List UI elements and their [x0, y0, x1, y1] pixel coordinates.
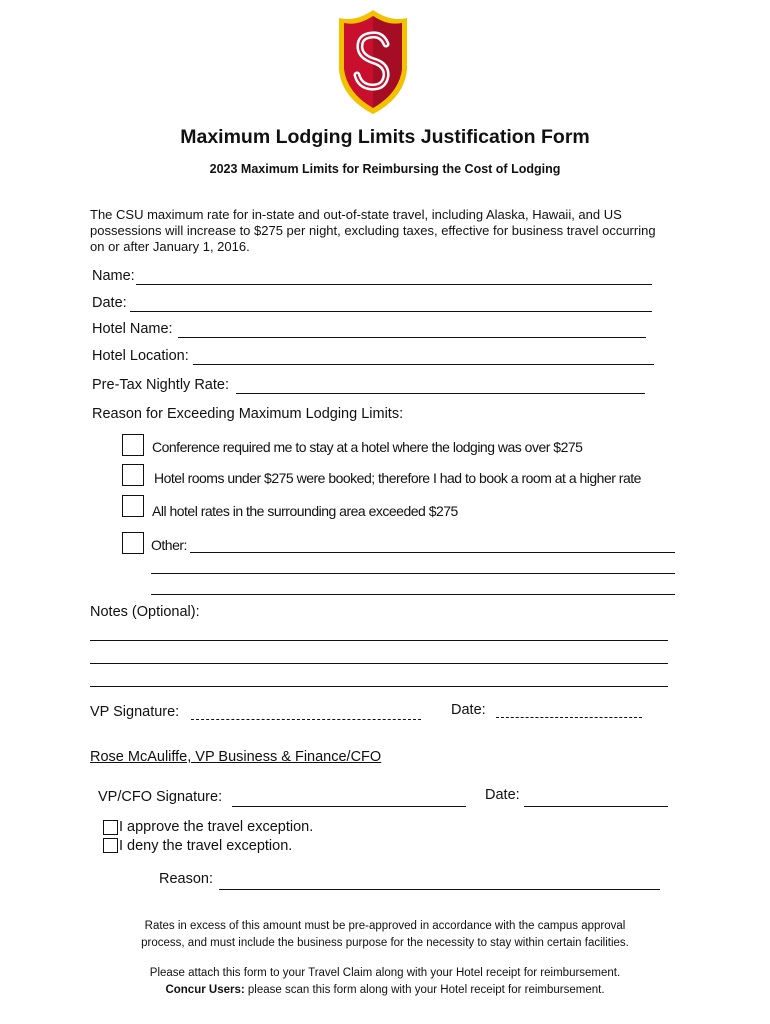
hotel-location-input-line[interactable]: [193, 364, 654, 365]
notes-input-line-2[interactable]: [90, 663, 668, 664]
intro-paragraph: The CSU maximum rate for in-state and out-of-state travel, including Alaska, Hawaii, and US possessions will increase to $275 per night, excluding taxes, effective for business travel occurring on or after January 1, 2016.: [90, 207, 656, 254]
other-input-line-2[interactable]: [151, 573, 675, 574]
vp-signature-line[interactable]: [191, 719, 421, 720]
form-subtitle: 2023 Maximum Limits for Reimbursing the Cost of Lodging: [209, 162, 561, 176]
notes-label: Notes (Optional):: [90, 604, 200, 620]
cfo-signature-label: VP/CFO Signature:: [98, 789, 223, 805]
notes-input-line-1[interactable]: [90, 640, 668, 641]
cfo-reason-label: Reason:: [159, 871, 214, 887]
cfo-name: Rose McAuliffe, VP Business & Finance/CFO: [90, 749, 382, 765]
csu-logo: [336, 8, 410, 116]
cfo-signature-line[interactable]: [232, 806, 466, 807]
form-title: Maximum Lodging Limits Justification Form: [180, 126, 590, 148]
footer-concur: [0, 982, 770, 999]
hotel-name-label: Hotel Name:: [92, 321, 173, 337]
reason-booked-checkbox[interactable]: [122, 464, 144, 486]
reason-booked-label: Hotel rooms under $275 were booked; therefore I had to book a room at a higher rate: [154, 470, 641, 486]
reason-conference-label: Conference required me to stay at a hotel where the lodging was over $275: [152, 439, 583, 455]
other-input-line-1[interactable]: [190, 552, 675, 553]
vp-signature-label: VP Signature:: [90, 704, 180, 720]
concur-instructions: please scan this form along with your Hotel receipt for reimbursement.: [244, 984, 605, 996]
concur-users-label: Concur Users:: [165, 984, 245, 996]
pretax-rate-label: Pre-Tax Nightly Rate:: [92, 377, 229, 393]
approve-checkbox[interactable]: [103, 820, 118, 835]
reason-other-checkbox[interactable]: [122, 532, 144, 554]
hotel-name-input-line[interactable]: [178, 337, 646, 338]
footer-line-2: process, and must include the business purpose for the necessity to stay within certain facilities.: [141, 937, 629, 949]
approve-label: I approve the travel exception.: [119, 819, 314, 835]
notes-input-line-3[interactable]: [90, 686, 668, 687]
cfo-date-label: Date:: [485, 787, 520, 803]
vp-date-label: Date:: [451, 702, 486, 718]
other-input-line-3[interactable]: [151, 594, 675, 595]
reason-other-label: Other:: [151, 537, 187, 553]
footer-line-3: Please attach this form to your Travel Claim along with your Hotel receipt for reimbursement.: [149, 967, 621, 979]
reason-heading: Reason for Exceeding Maximum Lodging Limits:: [92, 406, 404, 422]
name-label: Name:: [92, 268, 135, 284]
vp-date-line[interactable]: [496, 717, 642, 718]
deny-checkbox[interactable]: [103, 838, 118, 853]
pretax-rate-input-line[interactable]: [236, 393, 645, 394]
hotel-location-label: Hotel Location:: [92, 348, 189, 364]
reason-conference-checkbox[interactable]: [122, 434, 144, 456]
date-input-line[interactable]: [130, 311, 652, 312]
cfo-reason-line[interactable]: [219, 889, 660, 890]
reason-area-checkbox[interactable]: [122, 495, 144, 517]
cfo-date-line[interactable]: [524, 806, 668, 807]
csu-shield-s-logo-icon: [336, 8, 410, 116]
deny-label: I deny the travel exception.: [119, 838, 293, 854]
name-input-line[interactable]: [136, 284, 652, 285]
footer-line-1: Rates in excess of this amount must be pre-approved in accordance with the campus approval: [144, 920, 626, 932]
reason-area-label: All hotel rates in the surrounding area exceeded $275: [152, 503, 458, 519]
date-label: Date:: [92, 295, 127, 311]
